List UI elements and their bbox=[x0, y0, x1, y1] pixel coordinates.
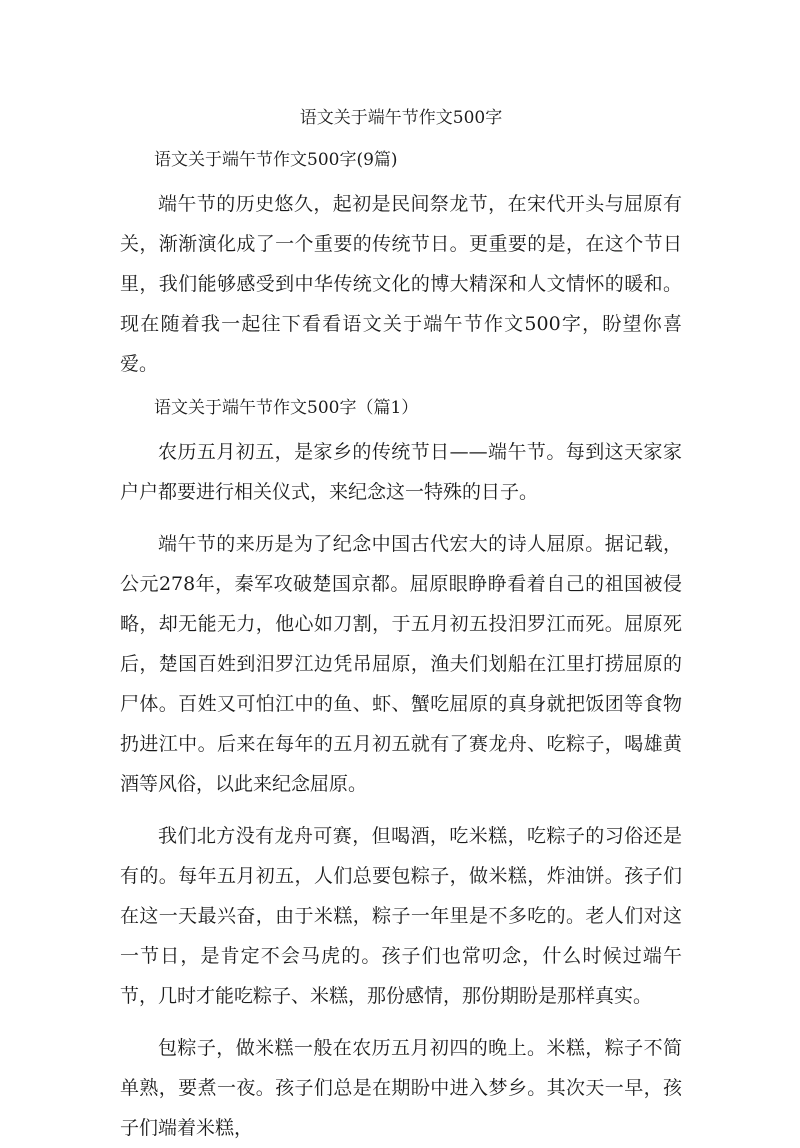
body-paragraph-1: 农历五月初五，是家乡的传统节日——端午节。每到这天家家户户都要进行相关仪式，来纪念这一特殊的日子。 bbox=[120, 441, 682, 503]
intro-paragraph: 端午节的历史悠久，起初是民间祭龙节，在宋代开头与屈原有关，渐渐演化成了一个重要的传统节日。更重要的是，在这个节日里，我们能够感受到中华传统文化的博大精深和人文情怀的暖和。现在随着我一起往下看看语文关于端午节作文500字，盼望你喜爱。 bbox=[120, 193, 682, 375]
body-paragraph-3: 我们北方没有龙舟可赛，但喝酒，吃米糕，吃粽子的习俗还是有的。每年五月初五，人们总要包粽子，做米糕，炸油饼。孩子们在这一天最兴奋，由于米糕，粽子一年里是不多吃的。老人们对这一节日，是肯定不会马虎的。孩子们也常叨念，什么时候过端午节，几时才能吃粽子、米糕，那份感情，那份期盼是那样真实。 bbox=[120, 825, 682, 1007]
document-title: 语文关于端午节作文500字 bbox=[299, 108, 503, 128]
document-subtitle: 语文关于端午节作文500字(9篇) bbox=[154, 150, 398, 170]
body-paragraph-2: 端午节的来历是为了纪念中国古代宏大的诗人屈原。据记载，公元278年，秦军攻破楚国京都。屈原眼睁睁看着自己的祖国被侵略，却无能无力，他心如刀割，于五月初五投汨罗江而死。屈原死后，楚国百姓到汨罗江边凭吊屈原，渔夫们划船在江里打捞屈原的尸体。百姓又可怕江中的鱼、虾、蟹吃屈原的真身就把饭团等食物扔进江中。后来在每年的五月初五就有了赛龙舟、吃粽子，喝雄黄酒等风俗，以此来纪念屈原。 bbox=[120, 533, 682, 795]
section-heading: 语文关于端午节作文500字（篇1） bbox=[154, 398, 419, 418]
body-paragraph-4: 包粽子，做米糕一般在农历五月初四的晚上。米糕，粽子不简单熟，要煮一夜。孩子们总是在期盼中进入梦乡。其次天一早，孩子们端着米糕， bbox=[120, 1037, 682, 1139]
